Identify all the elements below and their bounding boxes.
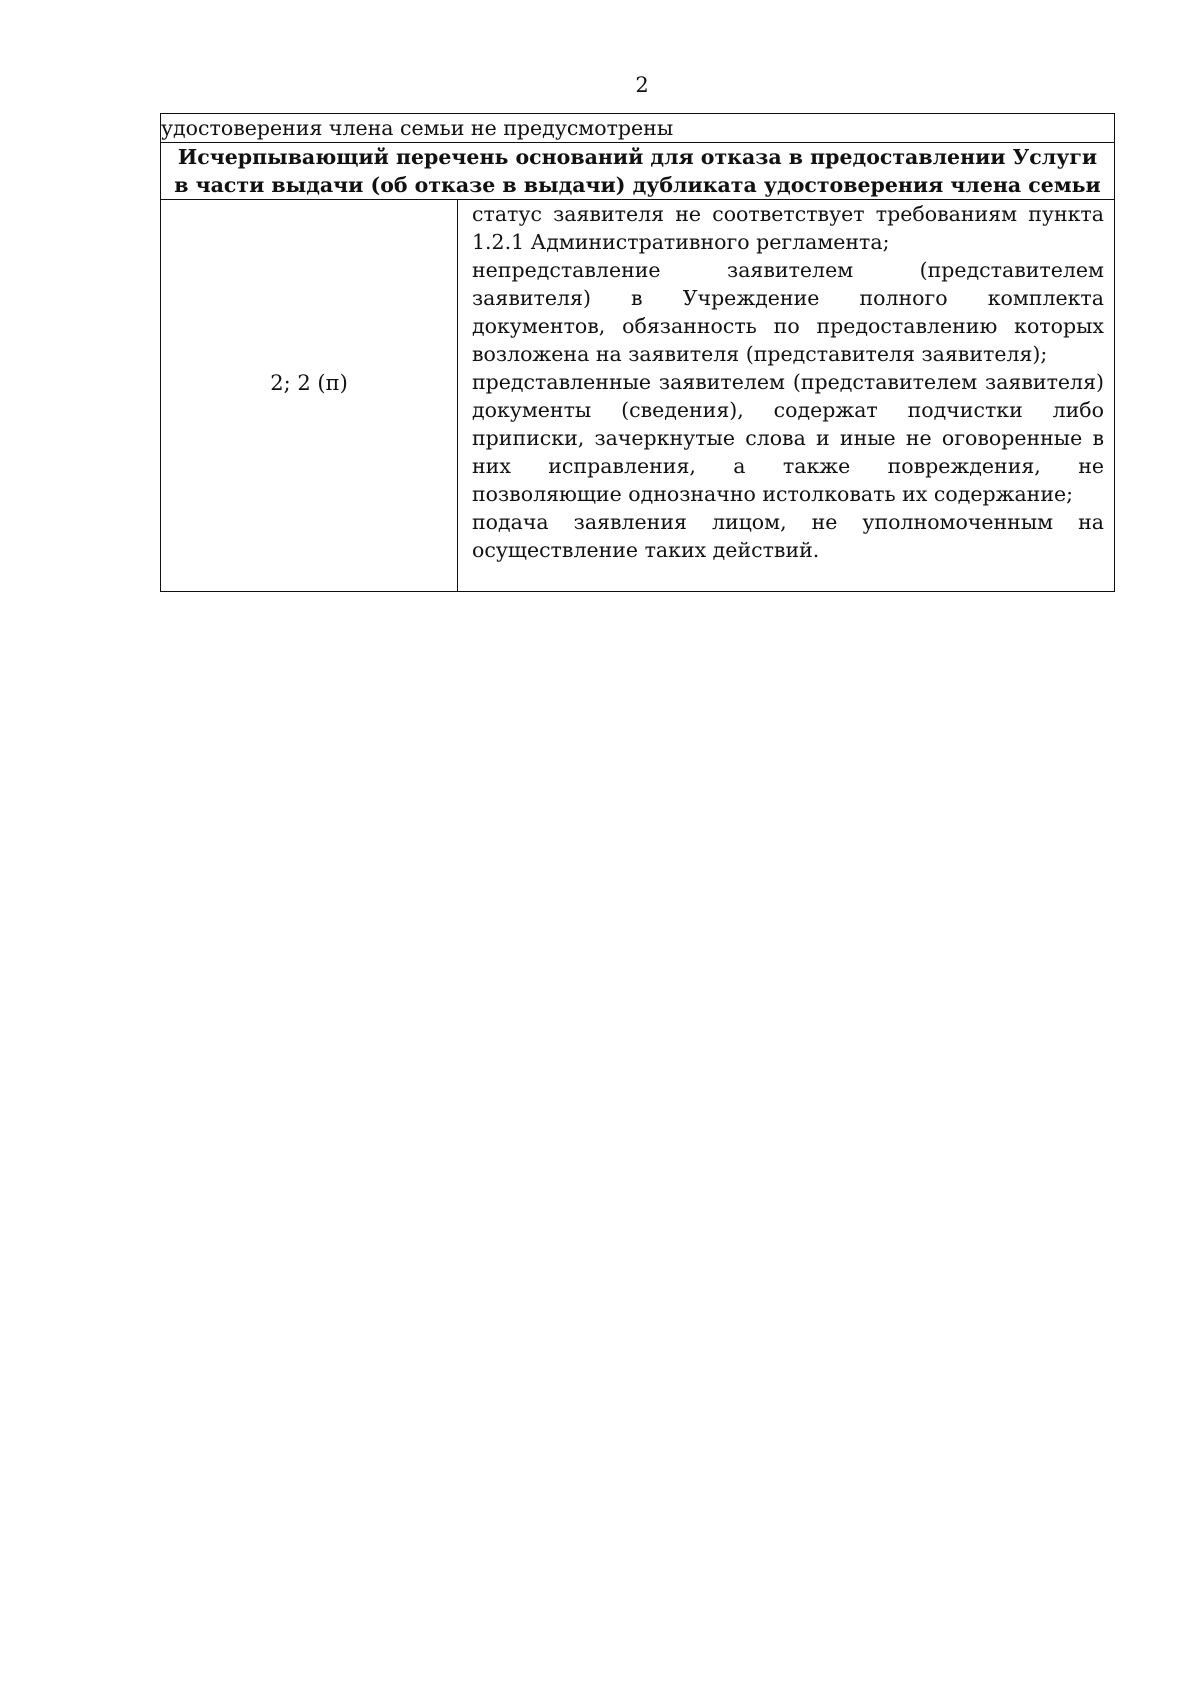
ground-item-1: статус заявителя не соответствует требованиям пункта 1.2.1 Административного регламента; (472, 202, 1104, 254)
ground-item-3: представленные заявителем (представителем заявителя) документы (сведения), содержат подчистки либо приписки, зачеркнутые слова и иные не оговоренные в них исправления, а также повреждения, не позволяющие однозначно истолковать их содержание; (472, 370, 1104, 506)
continuation-cell: удостоверения члена семьи не предусмотрены (161, 114, 1115, 143)
section-heading-cell (161, 143, 1115, 200)
ground-code-cell: 2; 2 (п) (161, 200, 458, 592)
section-heading-line-2: в части выдачи (об отказе в выдачи) дубликата удостоверения члена семьи (174, 173, 1101, 197)
section-heading-row (161, 143, 1115, 200)
ground-item-2: непредставление заявителем (представителем заявителя) в Учреждение полного комплекта документов, обязанность по предоставлению которых возложена на заявителя (представителя заявителя); (472, 258, 1104, 366)
section-heading-line-1: Исчерпывающий перечень оснований для отказа в предоставлении Услуги (177, 145, 1098, 169)
refusal-grounds-table (160, 113, 1115, 592)
continuation-row (161, 114, 1115, 143)
page-number: 2 (635, 73, 649, 97)
ground-item-4: подача заявления лицом, не уполномоченным на осуществление таких действий. (472, 510, 1104, 562)
table-row (161, 200, 1115, 592)
grounds-text-cell (458, 200, 1115, 592)
